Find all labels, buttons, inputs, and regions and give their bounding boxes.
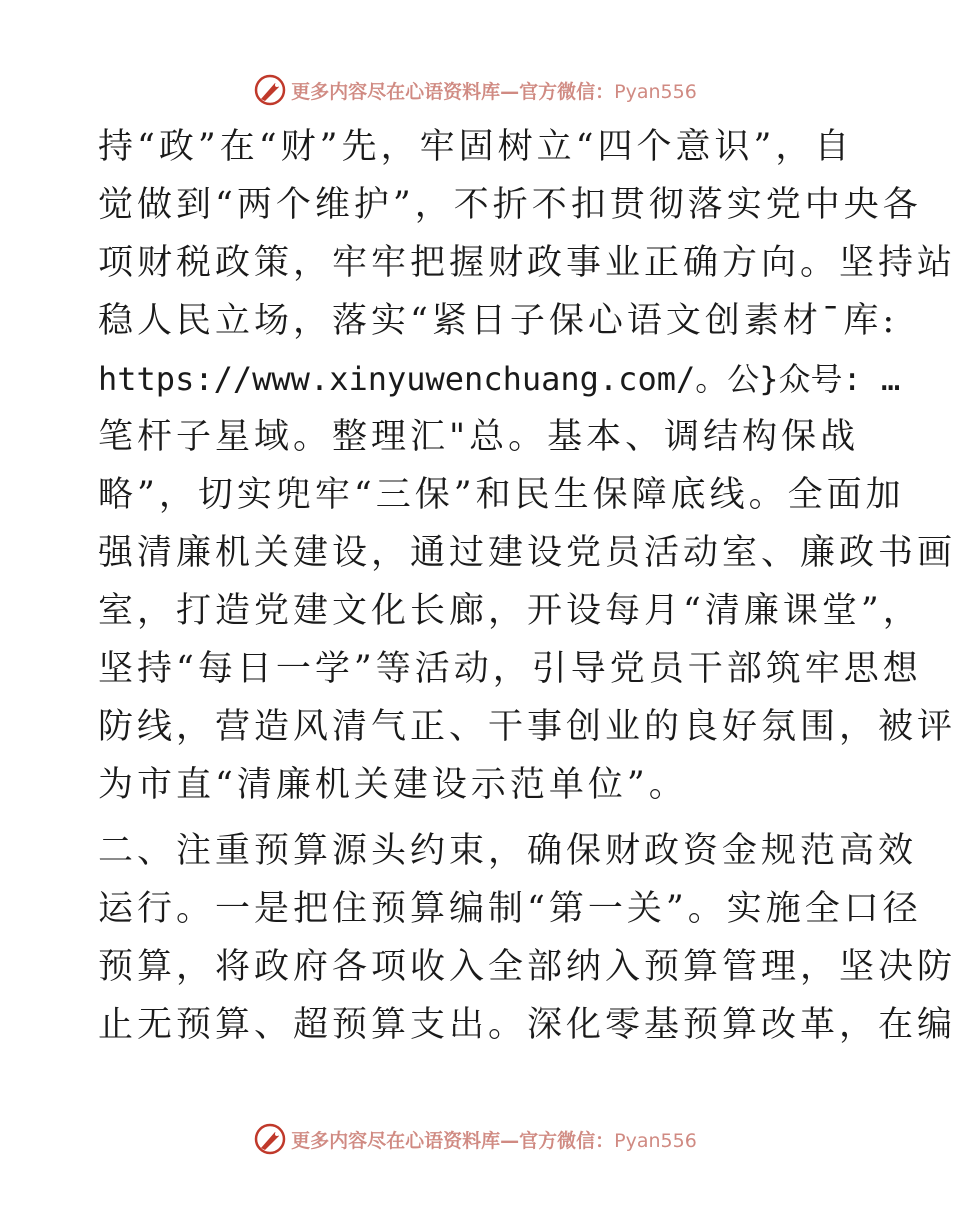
- body-line: 防线，营造风清气正、干事创业的良好氛围，被评: [98, 707, 956, 747]
- document-body: [98, 118, 956, 1054]
- body-line: 坚持“每日一学”等活动，引导党员干部筑牢思想: [98, 649, 922, 689]
- footer-watermark-banner: [0, 1119, 950, 1159]
- body-line: 室，打造党建文化长廊，开设每月“清廉课堂”，: [98, 591, 922, 631]
- body-line-url: https://www.xinyuwenchuang.com/。公}众号: …: [98, 360, 901, 398]
- body-line: 项财税政策，牢牢把握财政事业正确方向。坚持站: [98, 243, 956, 283]
- body-line: 稳人民立场，落实“紧日子保心语文创素材¯库:: [98, 301, 899, 341]
- body-line: 笔杆子星域。整理汇"总。基本、调结构保战: [98, 417, 860, 457]
- body-line: 略”，切实兜牢“三保”和民生保障底线。全面加: [98, 475, 905, 515]
- header-watermark-id: Pyan556: [614, 80, 697, 103]
- header-watermark-banner: [0, 70, 950, 110]
- section-heading: 二、注重预算源头约束，确保财政资金规范高效: [98, 831, 918, 871]
- body-line: 为市直“清廉机关建设示范单位”。: [98, 765, 688, 805]
- body-line: 止无预算、超预算支出。深化零基预算改革，在编: [98, 1005, 956, 1045]
- header-watermark-cn: 更多内容尽在心语资料库—官方微信：: [291, 80, 615, 103]
- footer-watermark-text: [291, 1126, 697, 1153]
- body-line: 持“政”在“财”先，牢固树立“四个意识”，自: [98, 127, 854, 167]
- header-watermark-text: [291, 77, 697, 104]
- body-line: 强清廉机关建设，通过建设党员活动室、廉政书画: [98, 533, 956, 573]
- pen-nib-logo-icon: [253, 73, 287, 107]
- footer-watermark-id: Pyan556: [614, 1129, 697, 1152]
- body-line: 觉做到“两个维护”，不折不扣贯彻落实党中央各: [98, 185, 922, 225]
- footer-watermark-cn: 更多内容尽在心语资料库—官方微信：: [291, 1129, 615, 1152]
- body-line: 运行。一是把住预算编制“第一关”。实施全口径: [98, 889, 922, 929]
- body-line: 预算，将政府各项收入全部纳入预算管理，坚决防: [98, 947, 956, 987]
- pen-nib-logo-icon: [253, 1122, 287, 1156]
